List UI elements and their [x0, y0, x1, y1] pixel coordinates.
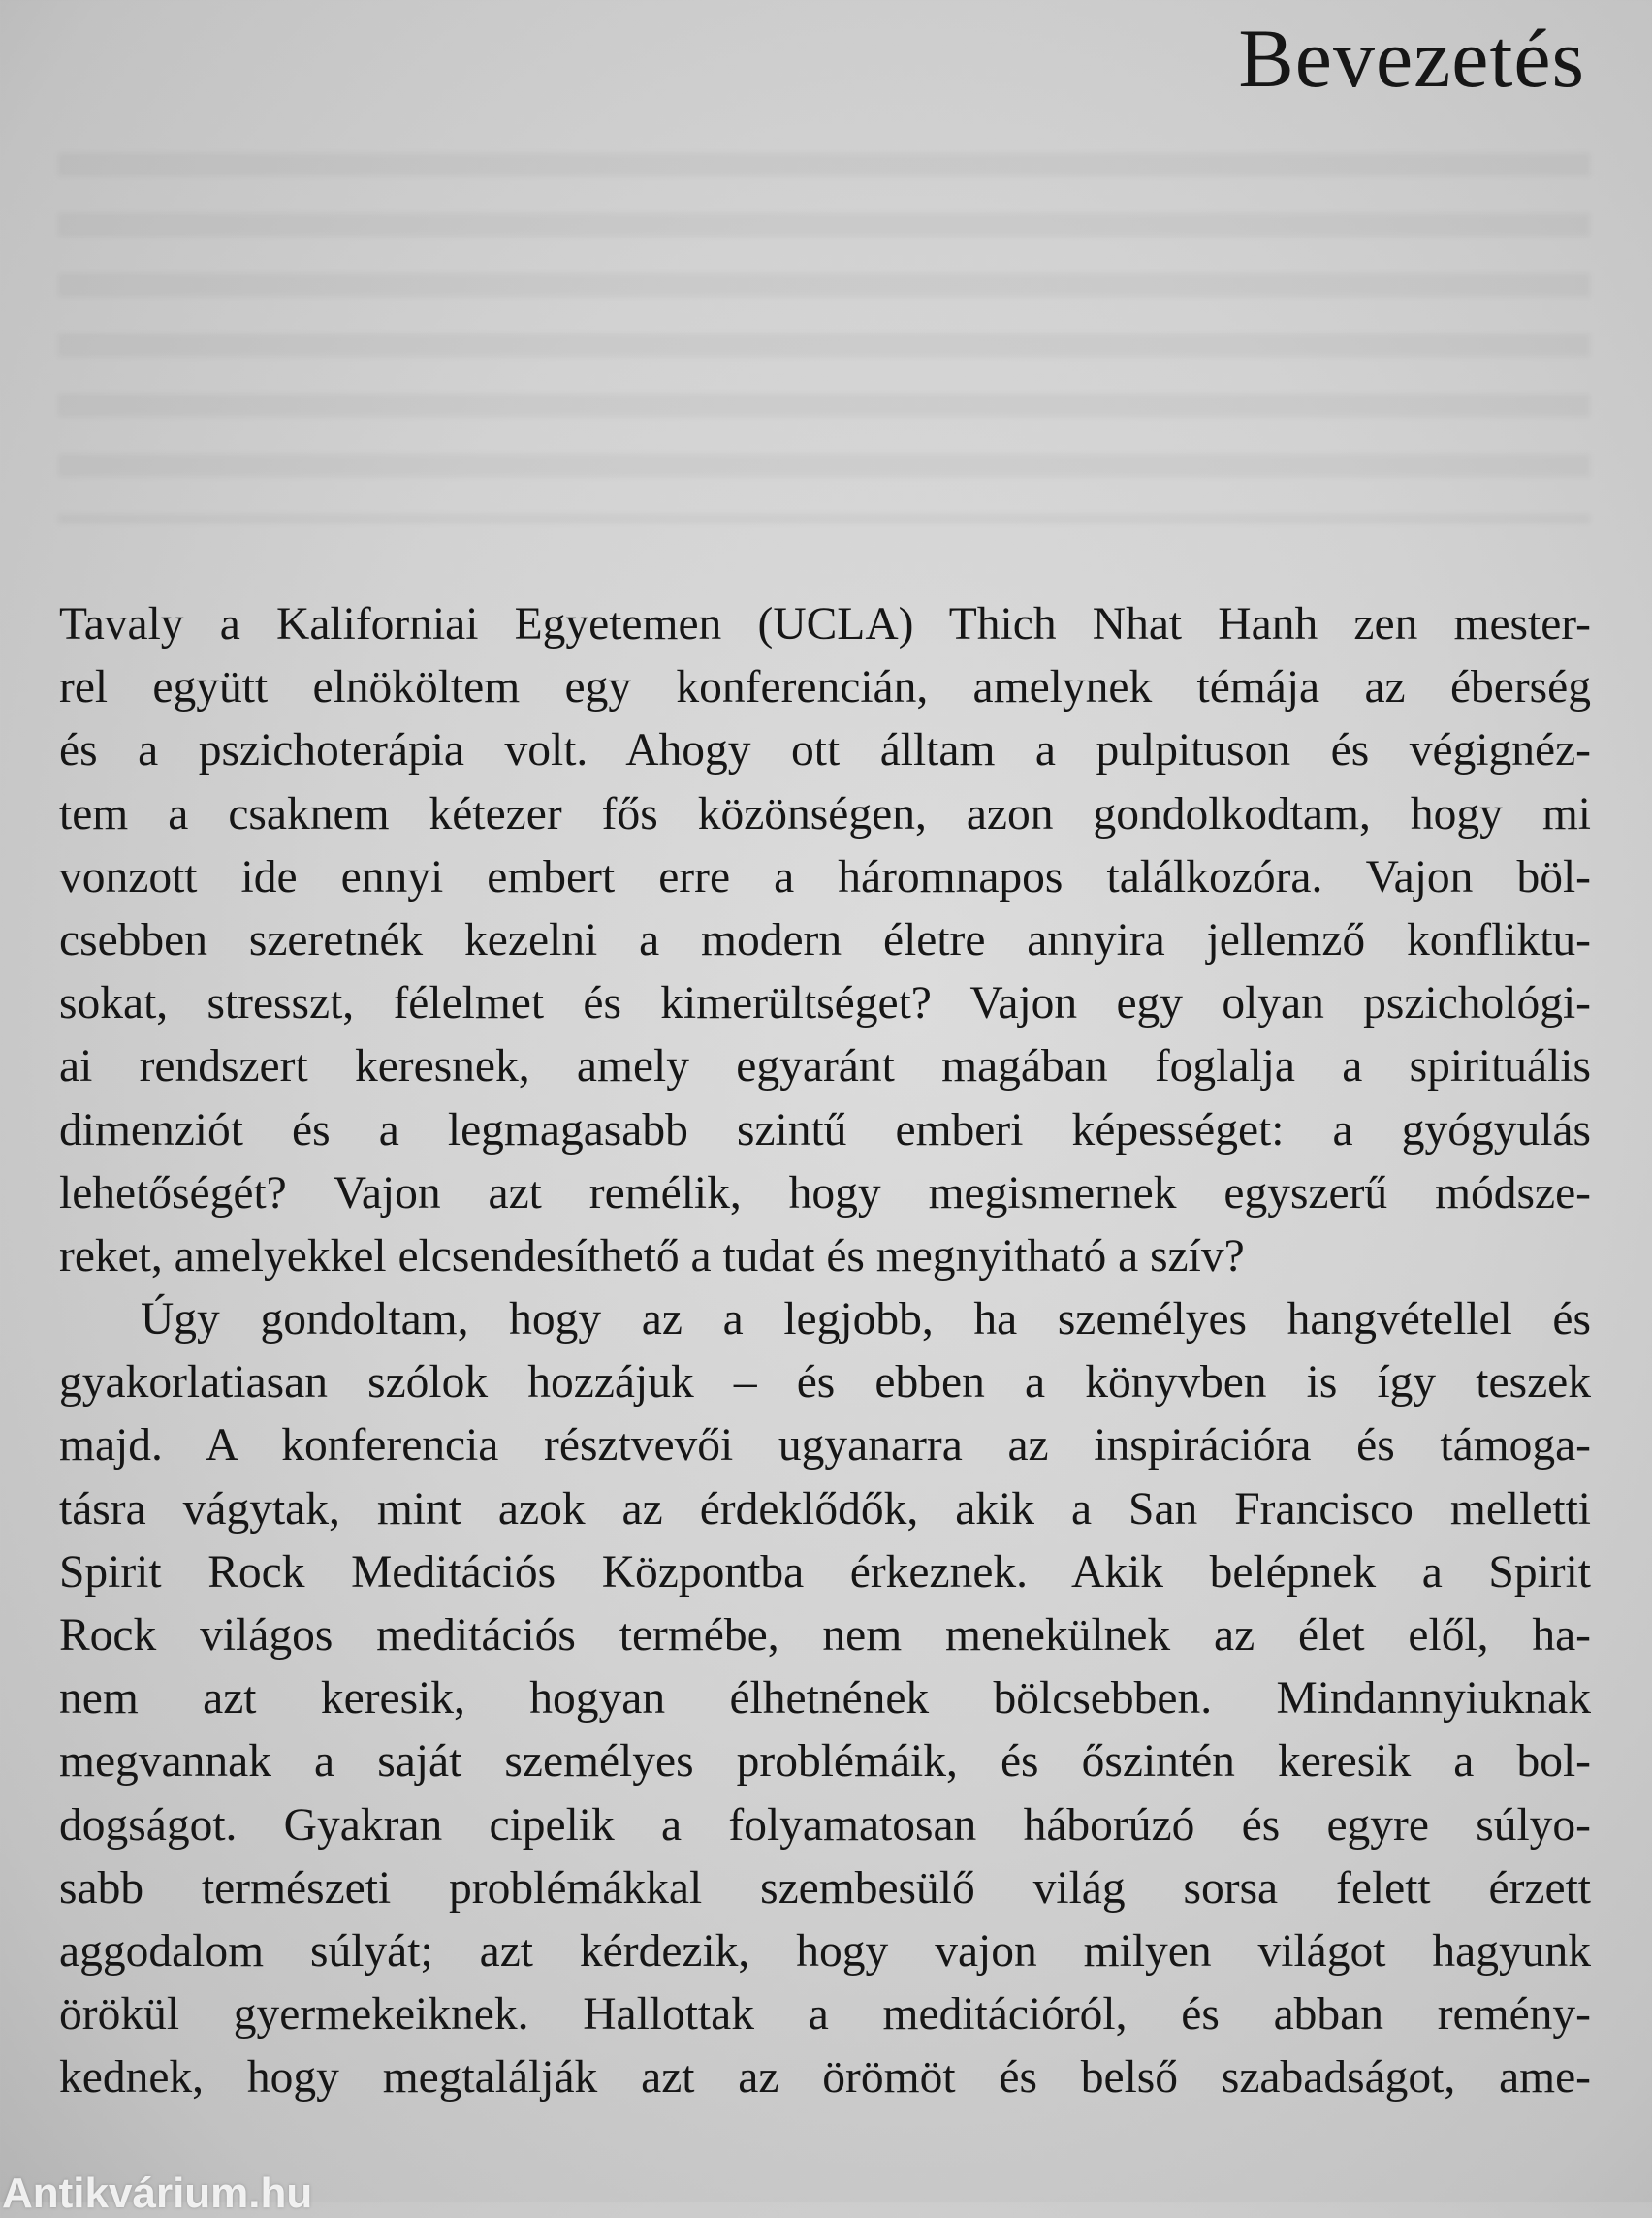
text-line: vonzott ide ennyi embert erre a háromnapos találkozóra. Vajon böl-	[59, 851, 1591, 903]
text-line: és a pszichoterápia volt. Ahogy ott álltam a pulpituson és végignéz-	[59, 725, 1591, 776]
text-line: sokat, stresszt, félelmet és kimerültséget? Vajon egy olyan pszichológi-	[59, 978, 1591, 1030]
paragraph	[59, 1288, 1591, 2109]
text-line: ai rendszert keresnek, amely egyaránt magában foglalja a spirituális	[59, 1041, 1591, 1093]
text-line: megvannak a saját személyes problémáik, és őszintén keresik a bol-	[59, 1736, 1591, 1788]
text-line: Tavaly a Kaliforniai Egyetemen (UCLA) Thich Nhat Hanh zen mester-	[59, 599, 1591, 650]
text-line: tem a csaknem kétezer fős közönségen, azon gondolkodtam, hogy mi	[59, 788, 1591, 840]
text-line: gyakorlatiasan szólok hozzájuk – és ebben a könyvben is így teszek	[59, 1357, 1591, 1409]
text-line: sabb természeti problémákkal szembesülő világ sorsa felett érzett	[59, 1862, 1591, 1914]
chapter-title: Bevezetés	[1238, 12, 1585, 105]
text-line: rel együtt elnököltem egy konferencián, amelynek témája az éberség	[59, 662, 1591, 713]
text-line: örökül gyermekeiknek. Hallottak a meditációról, és abban remény-	[59, 1989, 1591, 2041]
text-line: aggodalom súlyát; azt kérdezik, hogy vajon milyen világot hagyunk	[59, 1925, 1591, 1977]
watermark: Antikvárium.hu	[2, 2170, 313, 2217]
text-line: dimenziót és a legmagasabb szintű emberi képességet: a gyógyulás	[59, 1104, 1591, 1156]
text-line: nem azt keresik, hogyan élhetnének bölcsebben. Mindannyiuknak	[59, 1673, 1591, 1725]
text-line: Rock világos meditációs termébe, nem menekülnek az élet elől, ha-	[59, 1610, 1591, 1661]
text-line: csebben szeretnék kezelni a modern életre annyira jellemző konfliktu-	[59, 914, 1591, 966]
text-line: majd. A konferencia résztvevői ugyanarra az inspirációra és támoga-	[59, 1420, 1591, 1472]
text-line: kednek, hogy megtalálják azt az örömöt és belső szabadságot, ame-	[59, 2052, 1591, 2104]
text-line: dogságot. Gyakran cipelik a folyamatosan háborúzó és egyre súlyo-	[59, 1799, 1591, 1851]
text-line: tásra vágytak, mint azok az érdeklődők, akik a San Francisco melletti	[59, 1483, 1591, 1535]
show-through-text	[58, 116, 1590, 523]
paragraph	[59, 593, 1591, 1288]
text-line: Spirit Rock Meditációs Központba érkeznek. Akik belépnek a Spirit	[59, 1546, 1591, 1598]
text-line: Úgy gondoltam, hogy az a legjobb, ha személyes hangvétellel és	[141, 1294, 1591, 1346]
text-line: lehetőségét? Vajon azt remélik, hogy megismernek egyszerű módsze-	[59, 1167, 1591, 1219]
body-text	[59, 593, 1591, 2110]
text-line: reket, amelyekkel elcsendesíthető a tudat és megnyitható a szív?	[59, 1230, 1245, 1282]
